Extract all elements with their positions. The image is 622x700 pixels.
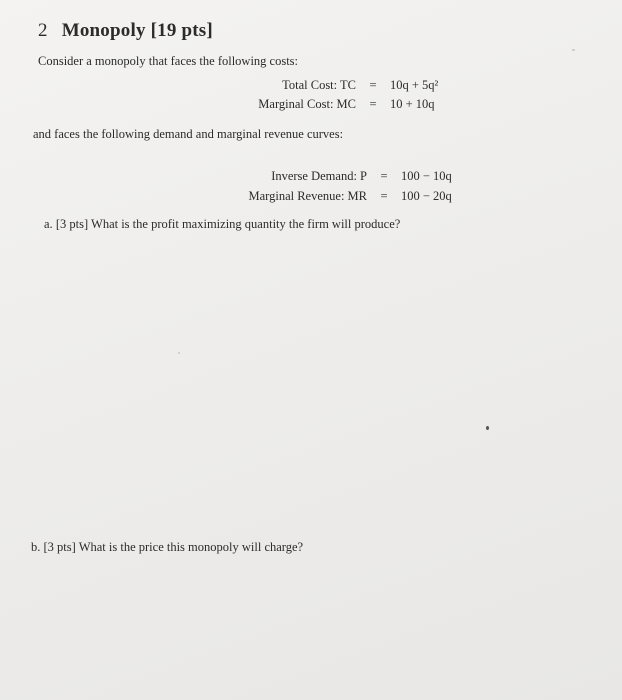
equation-marginal-revenue xyxy=(212,189,452,204)
equation-expression: 10 + 10q xyxy=(390,97,435,111)
equation-label: Total Cost: TC xyxy=(282,78,356,92)
question-points: [3 pts] xyxy=(55,217,89,231)
paper-speck xyxy=(486,426,489,430)
paper-speck xyxy=(572,49,575,51)
question-b xyxy=(31,540,303,555)
equation-inverse-demand xyxy=(212,169,452,184)
equation-marginal-cost xyxy=(218,97,435,112)
equals-sign: = xyxy=(369,78,377,92)
question-points: [3 pts] xyxy=(43,540,76,554)
equation-label: Marginal Cost: MC xyxy=(258,97,356,111)
question-a xyxy=(44,217,400,232)
equation-label: Inverse Demand: P xyxy=(271,169,367,183)
transition-text: and faces the following demand and marginal revenue curves: xyxy=(33,127,344,141)
section-heading xyxy=(38,20,213,42)
equation-total-cost xyxy=(218,78,438,93)
equation-expression: 100 − 10q xyxy=(401,169,452,183)
equals-sign: = xyxy=(380,169,388,183)
section-title: Monopoly [19 pts] xyxy=(61,20,213,41)
equation-expression: 10q + 5q² xyxy=(390,78,439,92)
equals-sign: = xyxy=(380,189,388,203)
equation-expression: 100 − 20q xyxy=(401,189,452,203)
paper-speck xyxy=(178,352,180,354)
intro-text: Consider a monopoly that faces the following costs: xyxy=(38,54,299,68)
equals-sign: = xyxy=(369,97,377,111)
question-text: What is the price this monopoly will charge? xyxy=(78,540,304,554)
question-label: a. xyxy=(44,217,53,231)
question-text: What is the profit maximizing quantity the firm will produce? xyxy=(91,217,401,231)
section-number: 2 xyxy=(38,20,48,41)
question-label: b. xyxy=(31,540,41,554)
equation-label: Marginal Revenue: MR xyxy=(248,189,367,203)
